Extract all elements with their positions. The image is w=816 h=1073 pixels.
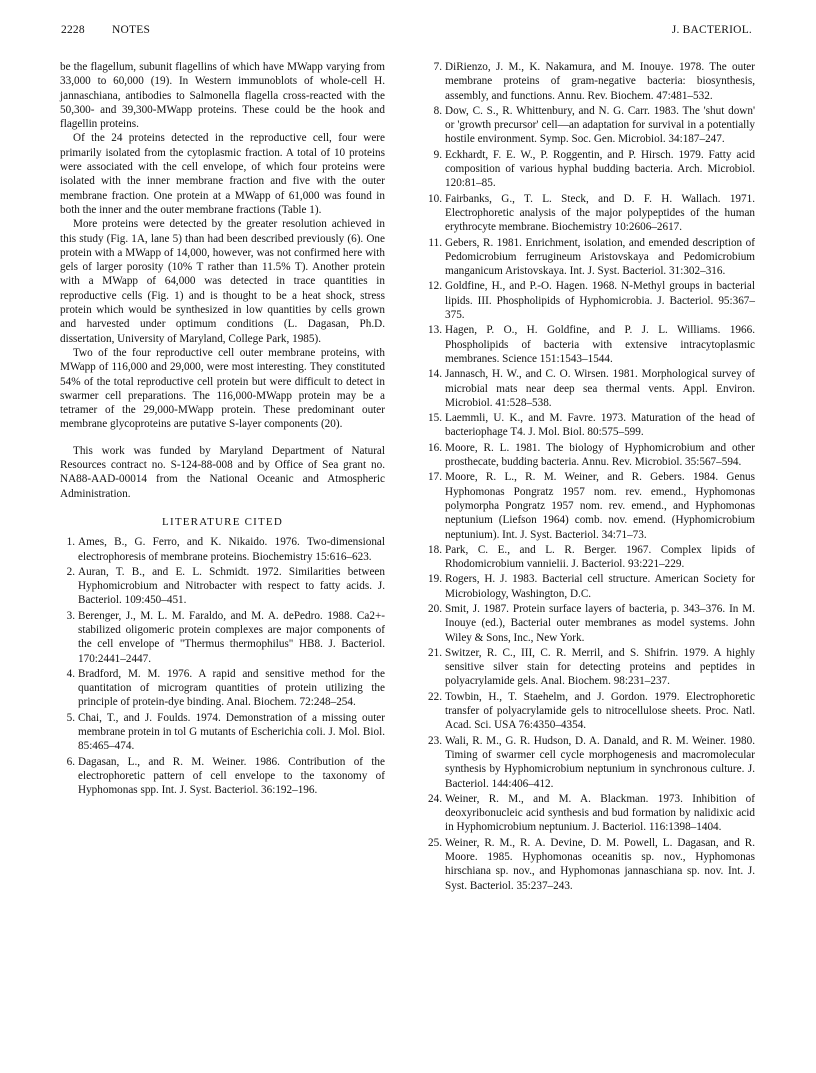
reference-text: Fairbanks, G., T. L. Steck, and D. F. H. Wallach. 1971. Electrophoretic analysis of the major polypeptides of the human erythrocyte membrane. Biochemistry 10:2606–2617.	[445, 192, 755, 234]
reference-item	[427, 470, 755, 541]
reference-number: 16.	[428, 441, 442, 454]
reference-number: 14.	[428, 368, 442, 381]
reference-text: Smit, J. 1987. Protein surface layers of bacteria, p. 343–376. In M. Inouye (ed.), Bacterial outer membranes as model systems. John Wiley & Sons, Inc., New York.	[445, 602, 755, 644]
reference-text: Moore, R. L., R. M. Weiner, and R. Gebers. 1984. Genus Hyphomonas Pongratz 1957 nom. rev. emend., Hyphomonas polymorpha Pongratz 1957 nom. rev. emend., and Hyphomonas neptunium (Liefson 1964) comb. nov. emend. (Hyphomicrobium neptunium). Int. J. Syst. Bacteriol. 34:71–73.	[445, 471, 755, 541]
literature-cited-heading: LITERATURE CITED	[162, 515, 283, 528]
reference-text: Moore, R. L. 1981. The biology of Hyphomicrobium and other prosthecate, budding bacteria. Annu. Rev. Microbiol. 35:567–594.	[445, 441, 755, 469]
reference-item	[60, 535, 385, 564]
reference-number: 3.	[66, 609, 75, 622]
reference-item	[427, 543, 755, 572]
page-number: 2228	[61, 24, 85, 36]
reference-item	[427, 572, 755, 601]
reference-item	[427, 104, 755, 147]
reference-number: 2.	[66, 565, 75, 578]
reference-number: 19.	[428, 573, 442, 586]
journal-name: J. BACTERIOL.	[671, 24, 752, 36]
reference-text: Rogers, H. J. 1983. Bacterial cell structure. American Society for Microbiology, Washington, D.C.	[445, 573, 755, 600]
reference-text: Towbin, H., T. Staehelm, and J. Gordon. 1979. Electrophoretic transfer of polyacrylamide gels to nitrocellulose sheets. Proc. Natl. Acad. Sci. USA 76:4350–4354.	[445, 690, 755, 732]
reference-text: DiRienzo, J. M., K. Nakamura, and M. Inouye. 1978. The outer membrane proteins of gram-negative bacteria: biosynthesis, assembly, and functions. Annu. Rev. Biochem. 47:481–532.	[445, 61, 755, 102]
left-column	[60, 60, 385, 799]
reference-list	[427, 60, 755, 893]
reference-text: Auran, T. B., and E. L. Schmidt. 1972. Similarities between Hyphomicrobium and Nitrobacter with respect to fatty acids. J. Bacteriol. 109:450–451.	[78, 565, 385, 607]
body-paragraph: be the flagellum, subunit flagellins of which have MWapp varying from 33,000 to 60,000 (19). In Western immunoblots of whole-cell H. jannaschiana, antibodies to Salmonella flagella cross-reacted with the 50,300- and 39,300-MWapp proteins. These could be the hook and flagellin proteins.	[60, 61, 385, 131]
reference-item	[427, 734, 755, 791]
reference-number: 12.	[428, 280, 442, 293]
reference-text: Laemmli, U. K., and M. Favre. 1973. Maturation of the head of bacteriophage T4. J. Mol. Biol. 80:575–599.	[445, 412, 755, 439]
reference-item	[427, 236, 755, 279]
reference-item	[427, 646, 755, 689]
reference-item	[427, 279, 755, 322]
reference-text: Switzer, R. C., III, C. R. Merril, and S. Shifrin. 1979. A highly sensitive silver stain for detecting proteins and peptides in polyacrylamide gels. Anal. Biochem. 98:231–237.	[445, 646, 755, 688]
reference-number: 1.	[66, 536, 75, 549]
body-paragraph: Of the 24 proteins detected in the reproductive cell, four were primarily isolated from the cytoplasmic fraction. A total of 10 proteins were associated with the cell envelope, of which four proteins were isolated with the inner membrane fraction and five with the outer membrane fraction. One protein at a MWapp of 61,000 was found in both the inner and the outer membrane fractions (Table 1).	[60, 132, 385, 216]
reference-number: 6.	[66, 755, 75, 768]
reference-list	[60, 535, 385, 797]
reference-text: Park, C. E., and L. R. Berger. 1967. Complex lipids of Rhodomicrobium vannielii. J. Bacteriol. 93:221–229.	[445, 543, 755, 571]
reference-text: Chai, T., and J. Foulds. 1974. Demonstration of a missing outer membrane protein in tol G mutants of Escherichia coli. J. Mol. Biol. 85:465–474.	[78, 711, 385, 753]
reference-text: Jannasch, H. W., and C. O. Wirsen. 1981. Morphological survey of microbial mats near deep sea thermal vents. Appl. Environ. Microbiol. 41:528–538.	[445, 368, 755, 409]
reference-number: 11.	[428, 236, 442, 249]
reference-text: Weiner, R. M., and M. A. Blackman. 1973. Inhibition of deoxyribonucleic acid synthesis and bud formation by nalidixic acid in Hyphomicrobium neptunium. J. Bacteriol. 116:1398–1404.	[445, 792, 755, 834]
reference-text: Ames, B., G. Ferro, and K. Nikaido. 1976. Two-dimensional electrophoresis of membrane proteins. Biochemistry 15:616–623.	[78, 536, 385, 563]
reference-text: Dow, C. S., R. Whittenbury, and N. G. Carr. 1983. The 'shut down' or 'growth precursor' cell—an adaptation for survival in a potentially hostile environment. Symp. Soc. Gen. Microbiol. 34:187–247.	[445, 104, 755, 146]
body-paragraph: Two of the four reproductive cell outer membrane proteins, with MWapp of 116,000 and 29,000, were most interesting. They constituted 54% of the total reproductive cell protein but were difficult to detect in swarmer cell preparations. The 116,000-MWapp protein may be a tetramer of the 29,000-MWapp protein. These predominant outer membrane glycoproteins are putative S-layer components (20).	[60, 346, 385, 431]
reference-text: Wali, R. M., G. R. Hudson, D. A. Danald, and R. M. Weiner. 1980. Timing of swarmer cell cycle morphogenesis and macromolecular synthesis by Hyphomicrobium neptunium in synchronous culture. J. Bacteriol. 144:406–412.	[445, 734, 755, 790]
reference-item	[60, 667, 385, 710]
reference-item	[60, 755, 385, 798]
reference-item	[60, 565, 385, 608]
reference-text: Berenger, J., M. L. M. Faraldo, and M. A. dePedro. 1988. Ca2+-stabilized oligomeric protein complexes are major components of the cell envelope of "Thermus thermophilus" HB8. J. Bacteriol. 170:2441–2447.	[78, 609, 385, 665]
reference-number: 13.	[428, 324, 442, 337]
reference-number: 25.	[428, 836, 442, 849]
reference-text: Gebers, R. 1981. Enrichment, isolation, and emended description of Pedomicrobium ferrugineum Aristovskaya and Pedomicrobium manganicum Aristovskaya. Int. J. Syst. Bacteriol. 31:302–316.	[445, 236, 755, 278]
reference-text: Dagasan, L., and R. M. Weiner. 1986. Contribution of the electrophoretic pattern of cell envelope to the taxonomy of Hyphomonas spp. Int. J. Syst. Bacteriol. 36:192–196.	[78, 755, 385, 797]
reference-number: 5.	[66, 711, 75, 724]
reference-number: 18.	[428, 543, 442, 556]
reference-number: 8.	[433, 104, 442, 117]
reference-number: 7.	[433, 61, 442, 73]
reference-item	[427, 323, 755, 366]
reference-item	[427, 441, 755, 470]
reference-item	[60, 609, 385, 666]
reference-item	[427, 602, 755, 645]
reference-number: 20.	[428, 602, 442, 615]
reference-number: 21.	[428, 646, 442, 659]
reference-text: Bradford, M. M. 1976. A rapid and sensitive method for the quantitation of microgram quantities of protein utilizing the principle of protein-dye binding. Anal. Biochem. 72:248–254.	[78, 667, 385, 709]
reference-item	[427, 60, 755, 103]
reference-text: Eckhardt, F. E. W., P. Roggentin, and P. Hirsch. 1979. Fatty acid composition of various hyphal budding bacteria. Arch. Microbiol. 120:81–85.	[445, 148, 755, 190]
reference-number: 17.	[428, 471, 442, 484]
reference-number: 22.	[428, 690, 442, 703]
reference-number: 15.	[428, 412, 442, 425]
reference-text: Weiner, R. M., R. A. Devine, D. M. Powell, L. Dagasan, and R. Moore. 1985. Hyphomonas oceanitis sp. nov., Hyphomonas hirschiana sp. nov., and Hyphomonas jannaschiana sp. nov. Int. J. Syst. Bacteriol. 35:237–243.	[445, 836, 755, 892]
reference-item	[427, 367, 755, 410]
section-label: NOTES	[112, 24, 151, 36]
reference-number: 10.	[428, 192, 442, 205]
reference-number: 9.	[433, 148, 442, 161]
reference-item	[427, 690, 755, 733]
reference-item	[427, 192, 755, 235]
funding-statement: This work was funded by Maryland Department of Natural Resources contract no. S-124-88-008 and by Office of Sea grant no. NA88-AAD-00014 from the National Oceanic and Atmospheric Administration.	[60, 444, 385, 500]
reference-number: 23.	[428, 734, 442, 747]
reference-item	[427, 411, 755, 440]
reference-item	[427, 148, 755, 191]
reference-number: 4.	[66, 667, 75, 680]
body-paragraph: More proteins were detected by the greater resolution achieved in this study (Fig. 1A, lane 5) than had been described previously (6). One protein with a MWapp of 14,000, however, was not confirmed here with gels of larger porosity (10% T rather than 11.5% T). Another protein with a MWapp of 64,000 was detected in trace quantities in reproductive cells (Fig. 1) and is thought to be a heat shock, stress protein which would be synthesized in low quantities by cells grown and harvested under optimum conditions (L. Dagasan, Ph.D. dissertation, University of Maryland, College Park, 1985).	[60, 218, 385, 345]
reference-text: Goldfine, H., and P.-O. Hagen. 1968. N-Methyl groups in bacterial lipids. III. Phospholipids of Hyphomicrobia. J. Bacteriol. 95:367–375.	[445, 280, 755, 322]
reference-item	[427, 792, 755, 835]
reference-item	[60, 711, 385, 754]
right-column	[427, 60, 755, 894]
reference-item	[427, 836, 755, 893]
reference-text: Hagen, P. O., H. Goldfine, and P. J. L. Williams. 1966. Phospholipids of bacteria with extensive intracytoplasmic membranes. Science 151:1543–1544.	[445, 324, 755, 365]
reference-number: 24.	[428, 792, 442, 805]
